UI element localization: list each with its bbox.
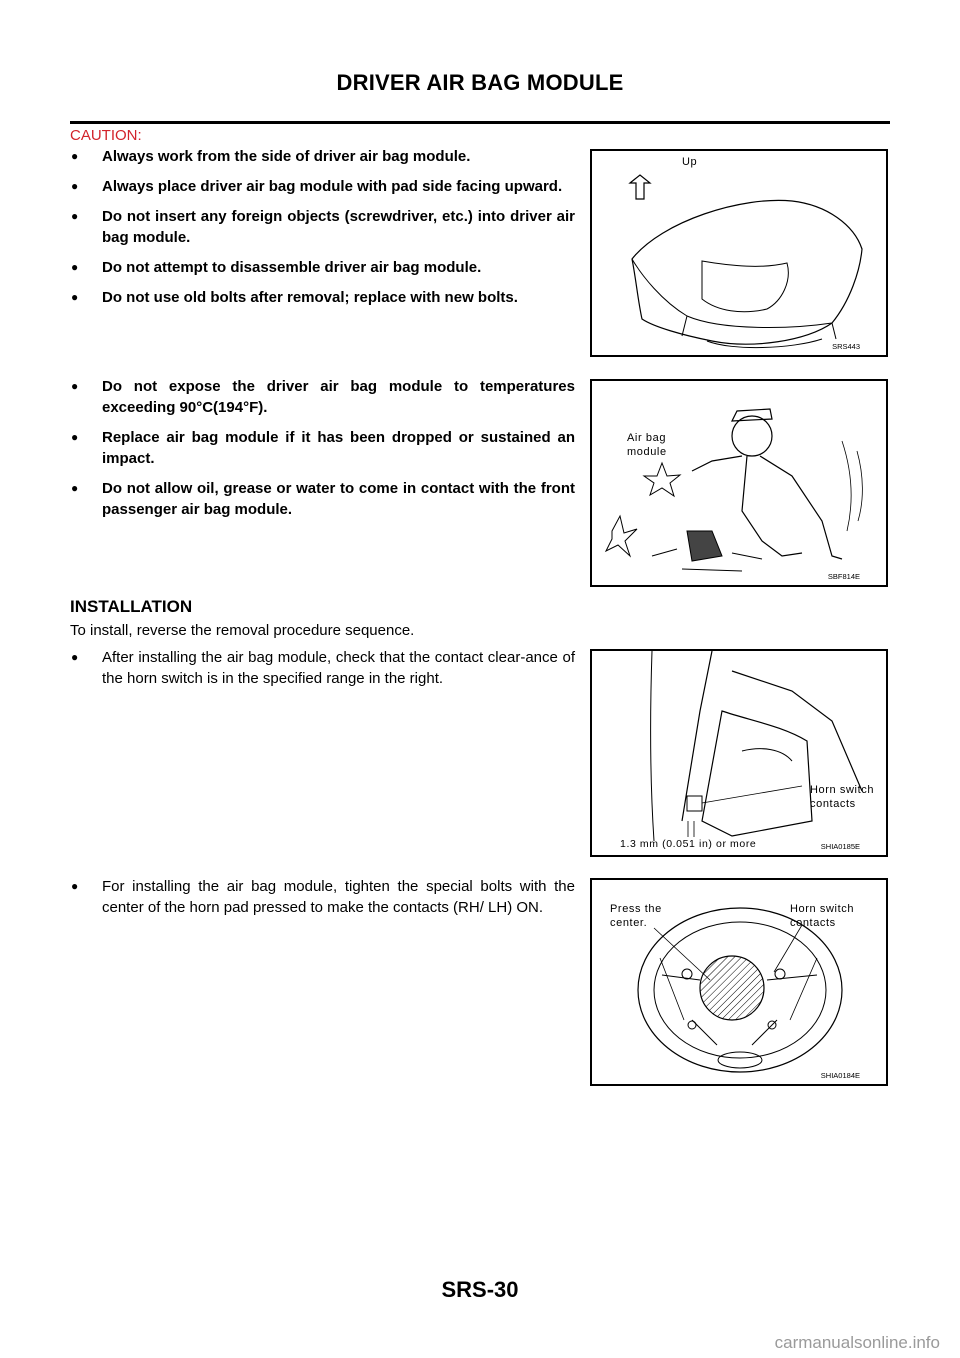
- fig3-code: SHIA0185E: [820, 842, 860, 851]
- title-rule: [70, 121, 890, 124]
- fig4-press-label: Press the center.: [610, 903, 662, 929]
- fig4-horn-label: Horn switch contacts: [790, 903, 855, 929]
- page-title: DRIVER AIR BAG MODULE: [336, 70, 624, 95]
- list-item: ● Always place driver air bag module with pad side facing upward.: [71, 178, 563, 195]
- fig4-code: SHIA0184E: [820, 1071, 860, 1080]
- figure-dropped-airbag: [590, 379, 888, 587]
- up-arrow-icon: [630, 175, 650, 199]
- horn-contacts-illustration: [592, 651, 886, 855]
- list-item: ● After installing the air bag module, check that the contact clear-ance of the horn switch is in the specified range in the right.: [71, 649, 575, 687]
- figure-horn-contacts: [590, 649, 888, 857]
- caution-list-1: [70, 146, 575, 317]
- figure-steering-wheel: [590, 878, 888, 1086]
- list-item: ● Do not use old bolts after removal; replace with new bolts.: [71, 289, 518, 306]
- list-item: ● Do not allow oil, grease or water to come in contact with the front passenger air bag module.: [71, 480, 575, 518]
- caution-label: CAUTION:: [70, 127, 142, 144]
- list-item: ● Do not attempt to disassemble driver air bag module.: [71, 259, 482, 276]
- airbag-module-illustration: [592, 151, 886, 355]
- page-number: SRS-30: [441, 1277, 519, 1302]
- figure-airbag-up: [590, 149, 888, 357]
- fig1-code: SRS443: [832, 342, 860, 351]
- installation-intro: To install, reverse the removal procedure sequence.: [70, 622, 415, 639]
- dropped-airbag-illustration: [592, 381, 886, 585]
- installation-list-1: [70, 647, 575, 698]
- fig3-horn-label: Horn switch contacts: [810, 784, 875, 810]
- list-item: ● For installing the air bag module, tighten the special bolts with the center of the horn pad pressed to make the contacts (RH/ LH) ON.: [71, 878, 575, 916]
- fig2-code: SBF814E: [827, 572, 860, 581]
- caution-list-2: [70, 376, 575, 529]
- fig3-dimension: 1.3 mm (0.051 in) or more: [620, 838, 757, 850]
- watermark: carmanualsonline.info: [774, 1333, 940, 1352]
- list-item: ● Replace air bag module if it has been dropped or sustained an impact.: [71, 429, 575, 467]
- fig1-up-label: Up: [682, 156, 698, 168]
- installation-list-2: [70, 876, 575, 927]
- list-item: ● Always work from the side of driver air bag module.: [71, 148, 471, 165]
- list-item: ● Do not insert any foreign objects (screwdriver, etc.) into driver air bag module.: [71, 208, 575, 246]
- installation-heading: INSTALLATION: [70, 597, 193, 616]
- fig2-airbag-label: Air bag module: [627, 432, 667, 458]
- list-item: ● Do not expose the driver air bag module to temperatures exceeding 90°C(194°F).: [71, 378, 575, 416]
